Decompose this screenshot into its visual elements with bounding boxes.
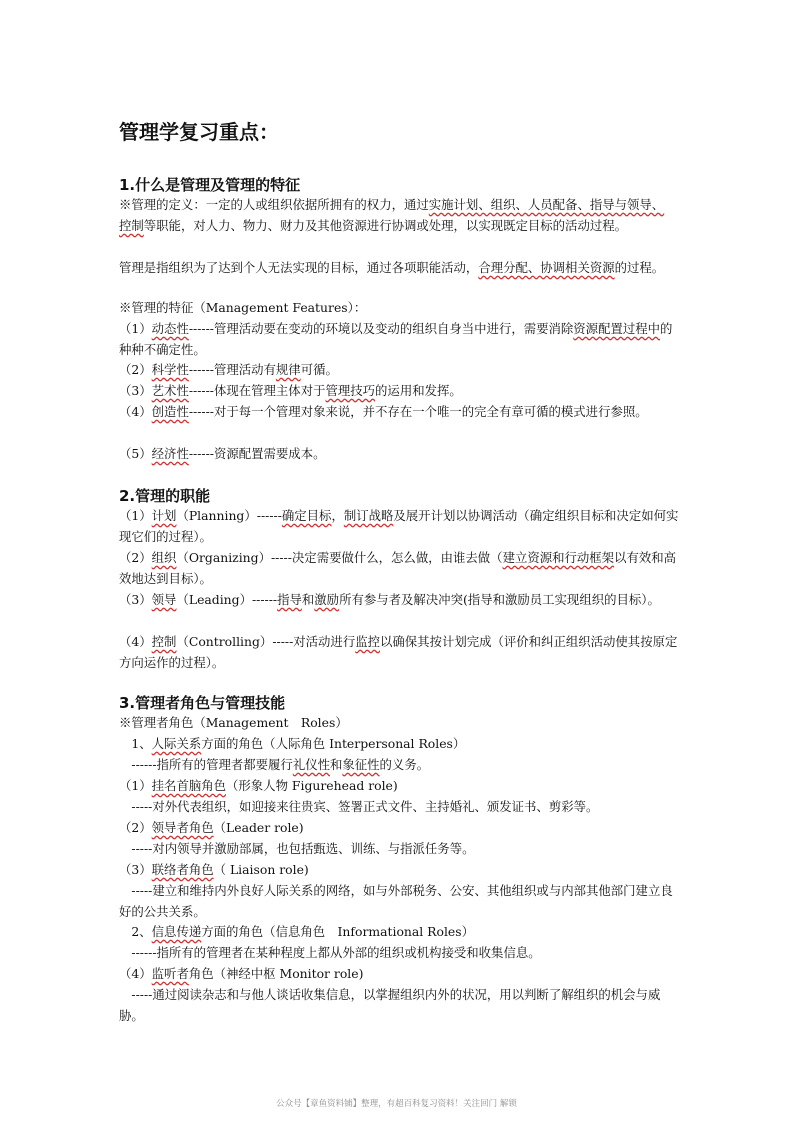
underlined-term: 合理分配、协调相关资源 — [478, 260, 615, 275]
underlined-term: 人际关系 — [151, 736, 202, 751]
text: ------体现在管理主体对于 — [188, 383, 326, 398]
role-item-1 — [119, 775, 679, 796]
underlined-term: 计划 — [151, 508, 177, 523]
text: ------对于每一个管理对象来说，并不存在一个唯一的完全有章可循的模式进行参照。 — [188, 404, 648, 419]
feature-item-5 — [119, 443, 679, 464]
text: 以确保其按计划完成（评价和纠正组织活动使其按原定方向运作的过程）。 — [119, 634, 678, 670]
underlined-term: 确定目标 — [281, 508, 332, 523]
text: ------资源配置需要成本。 — [188, 446, 326, 461]
text: 等职能，对人力、物力、财力及其他资源进行协调或处理，以实现既定目标的活动过程。 — [143, 218, 628, 233]
text: （Controlling）-----对活动进行 — [176, 634, 356, 649]
text: （形象人物 Figurehead role) — [226, 778, 398, 793]
underlined-term: 制订战略 — [343, 508, 394, 523]
text: （Organizing）-----决定需要做什么，怎么做，由谁去做（ — [176, 550, 503, 565]
text: （Leader role) — [213, 820, 304, 835]
text: 管理是指组织为了达到个人无法实现的目标，通过各项职能活动， — [119, 260, 479, 275]
underlined-term: 艺术性 — [151, 383, 189, 398]
underlined-term: 资源配置过程中 — [573, 321, 661, 336]
role-item-4 — [119, 963, 679, 984]
text: （4） — [119, 634, 152, 649]
section-2-heading: 2.管理的职能 — [119, 487, 211, 505]
underlined-term: 经济性 — [151, 446, 189, 461]
underlined-term: 控制 — [151, 634, 177, 649]
function-item-1 — [119, 505, 679, 547]
text: 的义务。 — [379, 757, 430, 772]
text: （3） — [119, 862, 152, 877]
feature-item-3 — [119, 380, 679, 401]
function-item-2 — [119, 547, 679, 589]
underlined-term: 挂名首脑角色 — [151, 778, 227, 793]
feature-item-4 — [119, 401, 679, 422]
text: （ Liaison role) — [213, 862, 309, 877]
underlined-term: 激励 — [314, 592, 340, 607]
text: 所有参与者及解决冲突(指导和激励员工实现组织的目标）。 — [339, 592, 660, 607]
underlined-term: 实施计划、组织、人员配备、指导与领导、 — [428, 197, 665, 212]
underlined-term: 创造性 — [151, 404, 189, 419]
text: 的运用和发挥。 — [375, 383, 462, 398]
text: 可循。 — [300, 362, 338, 377]
text: ------管理活动有 — [188, 362, 276, 377]
text: （4） — [119, 966, 152, 981]
underlined-term: 管理技巧 — [325, 383, 376, 398]
text: （5） — [119, 446, 152, 461]
function-item-3 — [119, 589, 679, 610]
feature-item-2 — [119, 359, 679, 380]
role-item-4-desc: -----通过阅读杂志和与他人谈话收集信息，以掌握组织内外的状况，用以判断了解组织的机会与威胁。 — [119, 987, 661, 1023]
text: （2） — [119, 362, 152, 377]
features-heading: ※管理的特征（Management Features）： — [119, 300, 367, 315]
text: 和 — [301, 592, 315, 607]
text: （1） — [119, 321, 152, 336]
text: （4） — [119, 404, 152, 419]
underlined-term: 领导 — [151, 592, 177, 607]
role-item-2 — [119, 817, 679, 838]
text: （1） — [119, 508, 152, 523]
text: 和 — [329, 757, 343, 772]
text: ， — [331, 508, 344, 523]
underlined-term: 组织 — [151, 550, 177, 565]
text: 的种种不确定性。 — [119, 321, 673, 357]
text: 2、 — [119, 924, 152, 939]
underlined-term: 信息传递 — [151, 924, 202, 939]
underlined-term: 规律 — [275, 362, 301, 377]
definition-paragraph — [119, 194, 679, 236]
text: （1） — [119, 778, 152, 793]
role-item-1-desc: -----对外代表组织，如迎接来往贵宾、签署正式文件、主持婚礼、颁发证书、剪彩等。 — [119, 799, 599, 814]
role-group-1-desc — [119, 754, 679, 775]
section-1-heading: 1.什么是管理及管理的特征 — [119, 176, 301, 194]
text: 及展开计划以协调活动（确定组织目标和决定如何实现它们的过程）。 — [119, 508, 679, 544]
text: 以有效和高效地达到目标）。 — [119, 550, 677, 586]
underlined-term: 联络者角色 — [151, 862, 214, 877]
underlined-term: 控制 — [119, 218, 144, 233]
text: 角色（神经中枢 Monitor role) — [188, 966, 364, 981]
underlined-term: 领导者角色 — [151, 820, 214, 835]
underlined-term: 监听者 — [151, 966, 189, 981]
underlined-term: 礼仪性 — [292, 757, 330, 772]
text: ------管理活动要在变动的环境以及变动的组织自身当中进行，需要消除 — [188, 321, 574, 336]
text: （3） — [119, 592, 152, 607]
role-group-1 — [119, 733, 679, 754]
text: （Leading）------ — [176, 592, 278, 607]
text: （Planning）------ — [176, 508, 282, 523]
text: ※管理的定义：一定的人或组织依据所拥有的权力，通过 — [119, 197, 429, 212]
text: （2） — [119, 550, 152, 565]
text: （2） — [119, 820, 152, 835]
underlined-term: 监控 — [355, 634, 380, 649]
underlined-term: 动态性 — [151, 321, 189, 336]
text: 的过程。 — [614, 260, 665, 275]
function-item-4 — [119, 631, 679, 673]
feature-item-1 — [119, 318, 679, 360]
underlined-term: 科学性 — [151, 362, 189, 377]
text: （3） — [119, 383, 152, 398]
text: 方面的角色（信息角色 Informational Roles） — [201, 924, 475, 939]
roles-heading: ※管理者角色（Management Roles） — [119, 715, 348, 730]
role-item-3-desc: -----建立和维持内外良好人际关系的网络，如与外部税务、公安、其他组织或与内部其他部门建立良好的公共关系。 — [119, 883, 673, 919]
role-group-2-desc: ------指所有的管理者在某种程度上都从外部的组织或机构接受和收集信息。 — [119, 945, 541, 960]
text: 1、 — [119, 736, 152, 751]
underlined-term: 建立资源和行动框架 — [502, 550, 615, 565]
role-item-3 — [119, 859, 679, 880]
text: ------指所有的管理者都要履行 — [119, 757, 293, 772]
definition-paragraph-2 — [119, 257, 679, 278]
underlined-term: 象征性 — [342, 757, 380, 772]
role-item-2-desc: -----对内领导并激励部属，也包括甄选、训练、与指派任务等。 — [119, 841, 475, 856]
section-3-heading: 3.管理者角色与管理技能 — [119, 694, 286, 712]
underlined-term: 指导 — [277, 592, 302, 607]
footer-watermark: 公众号【章鱼资料铺】整理，有超百科复习资料！关注回门 解锁 — [276, 1099, 517, 1109]
page-title: 管理学复习重点： — [119, 120, 279, 144]
text: 方面的角色（人际角色 Interpersonal Roles） — [201, 736, 466, 751]
role-group-2 — [119, 921, 679, 942]
